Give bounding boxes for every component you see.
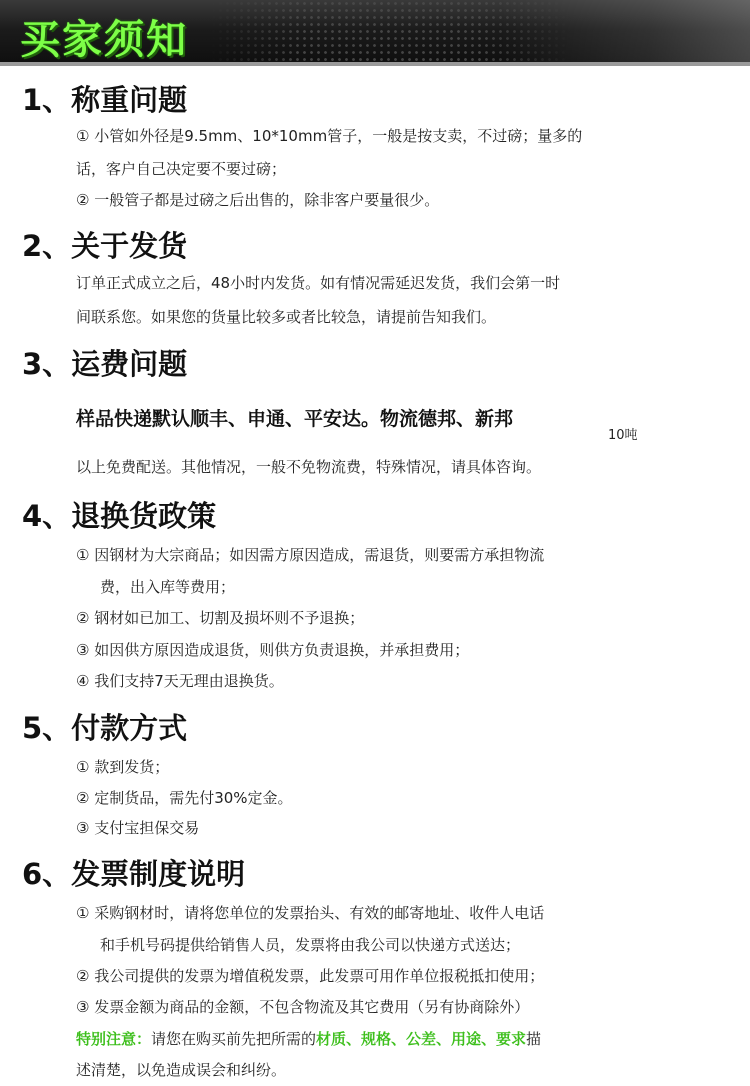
banner-title: 买家须知 (20, 17, 188, 63)
section-line: 费，出入库等费用； (100, 578, 236, 596)
section-heading-weighing: 1、称重问题 (22, 83, 188, 117)
section-heading-payment: 5、付款方式 (22, 711, 188, 745)
section-heading-shipping: 2、关于发货 (22, 229, 188, 263)
header-banner (0, 0, 750, 66)
section-line: ③ 支付宝担保交易 (76, 819, 200, 837)
section-heading-invoice: 6、发票制度说明 (22, 857, 246, 891)
section-line: 和手机号码提供给销售人员，发票将由我公司以快递方式送达； (100, 936, 521, 954)
section-line: 话，客户自己决定要不要过磅； (76, 160, 287, 178)
section-line: ② 我公司提供的发票为增值税发票，此发票可用作单位报税抵扣使用； (76, 967, 545, 985)
section-line: 订单正式成立之后，48小时内发货。如有情况需延迟发货，我们会第一时 (76, 274, 561, 292)
banner-highlight-decoration (500, 0, 750, 66)
section-line: ② 定制货品，需先付30%定金。 (76, 789, 293, 807)
section-line: ④ 我们支持7天无理由退换货。 (76, 672, 284, 690)
section-line: ③ 如因供方原因造成退货，则供方负责退换，并承担费用； (76, 641, 470, 659)
section-line: ① 因钢材为大宗商品；如因需方原因造成，需退货，则要需方承担物流 (76, 546, 545, 564)
special-notice-line2: 述清楚，以免造成误会和纠纷。 (76, 1061, 287, 1079)
special-notice (76, 1028, 541, 1049)
section-line-large: 样品快递默认顺丰、申通、平安达。物流德邦、新邦 (76, 408, 514, 430)
section-heading-returns: 4、退换货政策 (22, 499, 217, 533)
section-line: ② 一般管子都是过磅之后出售的，除非客户要量很少。 (76, 191, 440, 209)
section-line: ① 款到发货； (76, 758, 170, 776)
special-notice-label: 特别注意： (76, 1030, 152, 1048)
section-line: 间联系您。如果您的货量比较多或者比较急，请提前告知我们。 (76, 308, 497, 326)
section-line: 以上免费配送。其他情况，一般不免物流费，特殊情况，请具体咨询。 (76, 458, 542, 476)
section-heading-freight: 3、运费问题 (22, 347, 188, 381)
section-line: ① 采购钢材时，请将您单位的发票抬头、有效的邮寄地址、收件人电话 (76, 904, 545, 922)
section-line: ② 钢材如已加工、切割及损坏则不予退换； (76, 609, 365, 627)
special-notice-text: 请您在购买前先把所需的 (151, 1030, 317, 1048)
section-line: ③ 发票金额为商品的金额，不包含物流及其它费用（另有协商除外） (76, 998, 530, 1016)
special-notice-highlight: 材质、规格、公差、用途、要求 (316, 1030, 527, 1048)
section-line-small: 10吨 (608, 428, 638, 443)
special-notice-text-end: 描 (526, 1030, 542, 1048)
section-line: ① 小管如外径是9.5mm、10*10mm管子，一般是按支卖，不过磅；量多的 (76, 127, 583, 145)
